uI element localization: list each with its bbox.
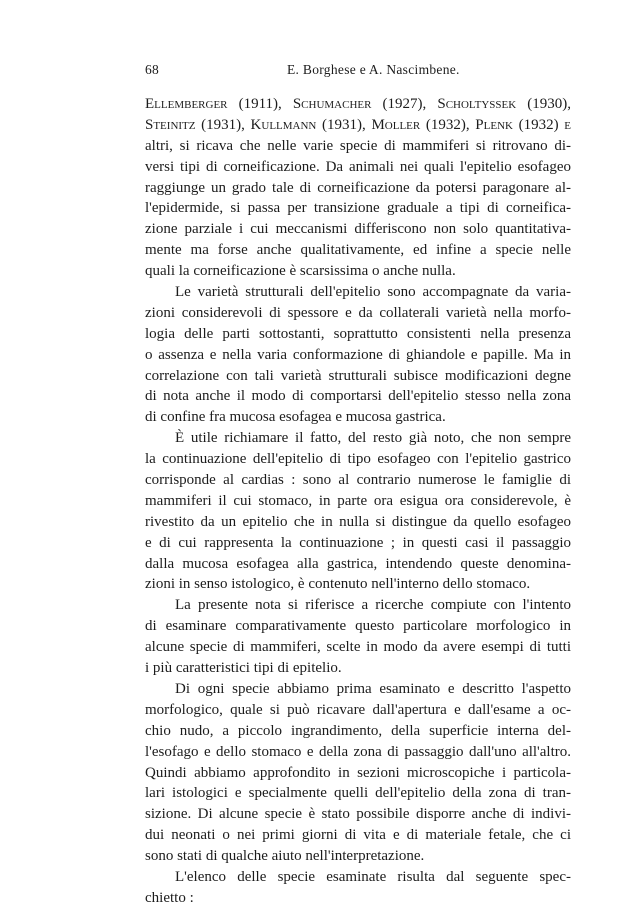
text-line: l'esofago e dello stomaco e della zona di passaggio dall'uno all'altro. — [145, 743, 571, 760]
text-line: La presente nota si riferisce a ricerche compiute con l'intento — [175, 597, 571, 614]
text-line: morfologico, quale si può ricavare dall'apertura e dall'esame a oc- — [145, 701, 571, 718]
text-line: dui neonati o nei primi giorni di vita e di materiale fetale, che ci — [145, 827, 571, 844]
text-line: i più caratteristici tipi di epitelio. — [145, 660, 342, 677]
text-line: sizione. Di alcune specie è stato possibile disporre anche di indivi- — [145, 806, 571, 823]
text-line: quali la corneificazione è scarsissima o anche nulla. — [145, 263, 456, 280]
text-line: Ellemberger (1911), Schumacher (1927), Scholtyssek (1930), — [145, 96, 571, 112]
text-line: zioni in senso istologico, è contenuto nell'interno dello stomaco. — [145, 576, 531, 593]
text-line: raggiunge un grado tale di corneificazione da potersi paragonare al- — [145, 179, 571, 196]
text-line: di confine fra mucosa esofagea e mucosa gastrica. — [145, 409, 446, 426]
text-line: altri, si ricava che nelle varie specie di mammiferi si ritrovano di- — [145, 137, 571, 154]
text-line: mente ma forse anche qualitativamente, ed infine a specie nelle — [145, 242, 571, 259]
text-line: È utile richiamare il fatto, del resto già noto, che non sempre — [175, 430, 571, 447]
text-line: dalla mucosa esofagea alla gastrica, intendendo queste denomina- — [145, 555, 571, 572]
text-line: di esaminare comparativamente questo particolare morfologico in — [145, 618, 571, 635]
text-line: correlazione con tali varietà strutturali subisce modificazioni degne — [145, 367, 571, 384]
text-line: di nota anche il modo di comportarsi dell'epitelio stesso nella zona — [145, 388, 571, 405]
text-line: corrisponde al cardias : sono al contrario numerose le famiglie di — [145, 472, 571, 489]
text-line: zione parziale i cui meccanismi differiscono non solo quantitativa- — [145, 221, 571, 238]
text-line: rivestito da un epitelio che in nulla si distingue da quello esofageo — [145, 513, 571, 530]
text-line: la continuazione dell'epitelio di tipo esofageo con l'epitelio gastrico — [145, 451, 571, 468]
page-number: 68 — [145, 62, 160, 77]
text-line: sono stati di qualche aiuto nell'interpretazione. — [145, 848, 425, 865]
text-line: zioni considerevoli di spessore e da collaterali varietà nella morfo- — [145, 304, 571, 321]
text-line: Le varietà strutturali dell'epitelio sono accompagnate da varia- — [175, 284, 571, 301]
body-text — [145, 94, 571, 909]
text-line: chio nudo, a piccolo ingrandimento, della superficie interna del- — [145, 722, 571, 739]
text-line: lari istologici e specialmente quelli dell'epitelio della zona di tran- — [145, 785, 571, 802]
text-line: Steinitz (1931), Kullmann (1931), Moller (1932), Plenk (1932) e — [145, 116, 571, 133]
running-head: E. Borghese e A. Nascimbene. — [287, 62, 460, 77]
text-line: e di cui rappresenta la continuazione ; in questi casi il passaggio — [145, 534, 571, 551]
text-line: Di ogni specie abbiamo prima esaminato e descritto l'aspetto — [175, 680, 571, 697]
text-line: alcune specie di mammiferi, scelte in modo da avere esempi di tutti — [145, 639, 571, 656]
text-line: mammiferi il cui stomaco, in parte ora esigua ora considerevole, è — [145, 492, 571, 509]
text-line: l'epidermide, si passa per transizione graduale a tipi di corneifica- — [145, 200, 571, 217]
text-line: versi tipi di corneificazione. Da animali nei quali l'epitelio esofageo — [145, 158, 571, 175]
text-line: o assenza e nella varia conformazione di ghiandole e papille. Ma in — [145, 346, 571, 363]
text-line: L'elenco delle specie esaminate risulta dal seguente spec- — [175, 868, 571, 885]
text-line: chietto : — [145, 889, 194, 906]
text-line: Quindi abbiamo approfondito in sezioni microscopiche i particola- — [145, 764, 571, 781]
page-header — [145, 62, 571, 82]
text-line: logia delle parti sottostanti, soprattutto consistenti nella presenza — [145, 325, 571, 342]
